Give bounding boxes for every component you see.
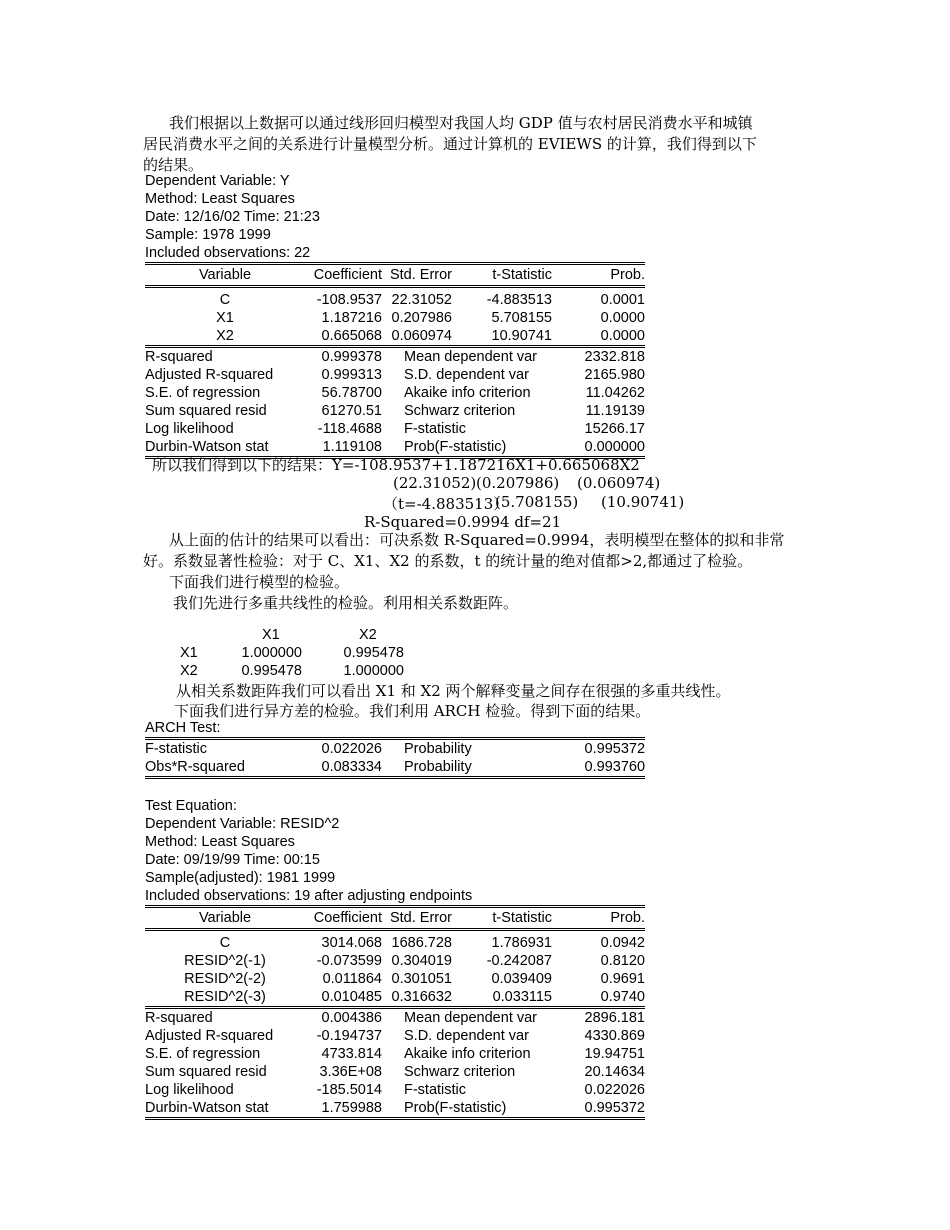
meta-line: Date: 12/16/02 Time: 21:23 <box>145 209 320 225</box>
cell: X2 <box>216 328 234 344</box>
stat-label: Durbin-Watson stat <box>145 1099 305 1119</box>
meta-line: Dependent Variable: RESID^2 <box>145 816 340 832</box>
table-header-row <box>180 626 404 644</box>
intro-line-2: 居民消费水平之间的关系进行计量模型分析。通过计算机的 EVIEWS 的计算，我们得到以下 <box>143 135 757 153</box>
cell: RESID^2(-3) <box>184 989 266 1005</box>
discussion-paragraph <box>143 530 808 614</box>
stat-value: 4733.814 <box>321 1046 382 1062</box>
regression-1-table <box>145 262 645 459</box>
equation-t-x2: (10.90741) <box>601 493 685 511</box>
header-prob: Prob. <box>552 907 645 930</box>
table-row <box>180 644 404 662</box>
cell: 1.000000 <box>241 645 302 661</box>
discussion-line-4: 我们先进行多重共线性的检验。利用相关系数距阵。 <box>173 594 519 612</box>
meta-line: Dependent Variable: Y <box>145 173 290 189</box>
stats-row <box>145 366 645 384</box>
header-std-error: Std. Error <box>382 907 452 930</box>
stat-value: -118.4688 <box>317 421 382 437</box>
stat-value: 0.995372 <box>552 1099 645 1119</box>
corr-header-x1: X1 <box>262 627 280 643</box>
stat-label: Obs*R-squared <box>145 758 305 778</box>
equation-se-x2: (0.060974) <box>577 474 661 492</box>
cell: 0.304019 <box>391 953 452 969</box>
stat-value: 11.04262 <box>585 385 645 401</box>
cell: RESID^2(-1) <box>184 953 266 969</box>
stat-label: Log likelihood <box>145 1082 234 1098</box>
equation-se-x1: (0.207986) <box>476 474 560 492</box>
stats-row <box>145 758 645 778</box>
cell: RESID^2(-2) <box>184 971 266 987</box>
regression-2-table <box>145 905 645 1120</box>
stat-label: F-statistic <box>404 421 467 437</box>
stat-label: R-squared <box>145 1008 305 1028</box>
stat-label: Durbin-Watson stat <box>145 438 305 458</box>
intro-line-1: 我们根据以上数据可以通过线形回归模型对我国人均 GDP 值与农村居民消费水平和城镇 <box>169 114 753 132</box>
stat-label: Schwarz criterion <box>404 1064 516 1080</box>
discussion-line-1: 从上面的估计的结果可以看出：可决系数 R-Squared=0.9994，表明模型在整体的拟和非常 <box>169 531 785 549</box>
stat-value: 0.083334 <box>305 758 382 778</box>
table-row <box>145 309 645 327</box>
meta-line: Sample: 1978 1999 <box>145 227 271 243</box>
stat-value: 15266.17 <box>584 421 645 437</box>
cell: 0.8120 <box>600 953 645 969</box>
stats-row <box>145 739 645 759</box>
table-row <box>145 934 645 952</box>
stat-value: 0.022026 <box>305 739 382 759</box>
stat-label: Probability <box>382 739 552 759</box>
stat-value: 56.78700 <box>321 385 382 401</box>
stat-label: Schwarz criterion <box>404 403 516 419</box>
cell: 0.301051 <box>391 971 452 987</box>
stat-value: 1.119108 <box>305 438 382 458</box>
intro-paragraph <box>143 113 808 176</box>
cell: 1.000000 <box>343 663 404 679</box>
equation-t-x1: (5.708155) <box>495 493 579 511</box>
stat-value: 1.759988 <box>305 1099 382 1119</box>
stats-row <box>145 1045 645 1063</box>
stat-label: S.D. dependent var <box>404 367 529 383</box>
equation-rsquared: R-Squared=0.9994 df=21 <box>364 513 562 531</box>
stat-value: 0.993760 <box>552 758 645 778</box>
stat-label: Probability <box>382 758 552 778</box>
header-coefficient: Coefficient <box>305 264 382 287</box>
meta-line: Sample(adjusted): 1981 1999 <box>145 870 336 886</box>
stat-value: 0.004386 <box>305 1008 382 1028</box>
corr-header-x2: X2 <box>359 627 377 643</box>
header-coefficient: Coefficient <box>305 907 382 930</box>
stats-row <box>145 347 645 367</box>
stat-label: Mean dependent var <box>382 1008 552 1028</box>
stat-label: Adjusted R-squared <box>145 367 274 383</box>
stat-label: S.E. of regression <box>145 385 261 401</box>
cell: 0.060974 <box>391 328 452 344</box>
header-std-error: Std. Error <box>382 264 452 287</box>
stat-label: Mean dependent var <box>382 347 552 367</box>
meta-line: Test Equation: <box>145 798 237 814</box>
header-t-statistic: t-Statistic <box>452 264 552 287</box>
cell: 0.0001 <box>600 292 645 308</box>
stat-label: S.D. dependent var <box>404 1028 529 1044</box>
correlation-matrix <box>180 626 404 680</box>
table-header-row <box>145 907 645 930</box>
equation-se-c: (22.31052) <box>393 474 477 492</box>
stat-value: 0.999378 <box>305 347 382 367</box>
stats-row <box>145 1081 645 1099</box>
arch-table <box>145 737 645 779</box>
cell: 0.011864 <box>322 971 382 987</box>
cell: 5.708155 <box>491 310 552 326</box>
cell: 0.0000 <box>600 310 645 326</box>
corr-row-label: X1 <box>180 645 198 661</box>
stat-label: Prob(F-statistic) <box>382 1099 552 1119</box>
stats-row <box>145 1008 645 1028</box>
cell: 1686.728 <box>391 935 452 951</box>
stats-row <box>145 402 645 420</box>
cell: -108.9537 <box>316 292 382 308</box>
intro-line-3: 的结果。 <box>143 156 204 174</box>
stat-value: 2896.181 <box>552 1008 645 1028</box>
meta-line: Method: Least Squares <box>145 834 295 850</box>
table-row <box>180 662 404 680</box>
cell: 1.187216 <box>321 310 382 326</box>
header-prob: Prob. <box>552 264 645 287</box>
stats-row <box>145 420 645 438</box>
stat-label: Akaike info criterion <box>404 1046 531 1062</box>
cell: 0.207986 <box>391 310 452 326</box>
cell: 0.995478 <box>241 663 302 679</box>
meta-line: Date: 09/19/99 Time: 00:15 <box>145 852 320 868</box>
meta-line: Method: Least Squares <box>145 191 295 207</box>
table-row <box>145 952 645 970</box>
cell: C <box>219 935 231 951</box>
stat-value: 0.999313 <box>321 367 382 383</box>
header-variable: Variable <box>145 264 305 287</box>
cell: 0.665068 <box>321 328 382 344</box>
stat-value: 0.022026 <box>584 1082 645 1098</box>
cell: 0.010485 <box>321 989 382 1005</box>
stats-row <box>145 384 645 402</box>
cell: 1.786931 <box>491 935 552 951</box>
table-row <box>145 988 645 1008</box>
stats-row <box>145 1063 645 1081</box>
cell: 0.0942 <box>600 935 645 951</box>
cell: 0.9740 <box>600 989 645 1005</box>
stat-value: -185.5014 <box>316 1082 382 1098</box>
stat-label: Adjusted R-squared <box>145 1028 274 1044</box>
stat-value: 20.14634 <box>584 1064 645 1080</box>
cell: C <box>219 292 231 308</box>
stat-label: Sum squared resid <box>145 1064 267 1080</box>
regression-2-meta <box>145 797 645 905</box>
header-t-statistic: t-Statistic <box>452 907 552 930</box>
cell: 0.995478 <box>343 645 404 661</box>
cell: -0.242087 <box>486 953 552 969</box>
cell: 0.9691 <box>600 971 645 987</box>
regression-output-1 <box>145 172 645 459</box>
stat-value: 4330.869 <box>584 1028 645 1044</box>
stat-value: 11.19139 <box>585 403 645 419</box>
header-variable: Variable <box>145 907 305 930</box>
table-row <box>145 970 645 988</box>
meta-line: Included observations: 19 after adjusting endpoints <box>145 888 473 904</box>
stat-label: F-statistic <box>145 739 305 759</box>
cell: 0.316632 <box>391 989 452 1005</box>
discussion-line-2: 好。系数显著性检验：对于 C、X1、X2 的系数，t 的统计量的绝对值都>2,都通过了检验。 <box>143 552 753 570</box>
cell: 3014.068 <box>321 935 382 951</box>
stat-value: 0.000000 <box>552 438 645 458</box>
stat-value: 3.36E+08 <box>319 1064 382 1080</box>
stat-label: R-squared <box>145 347 305 367</box>
cell: -4.883513 <box>486 292 552 308</box>
stat-label: Akaike info criterion <box>404 385 531 401</box>
arch-title: ARCH Test: <box>145 720 221 736</box>
arch-test <box>145 719 645 779</box>
regression-output-2 <box>145 797 645 1120</box>
cell: X1 <box>216 310 234 326</box>
equation-t-c: （t=-4.883513） <box>383 495 509 513</box>
corr-row-label: X2 <box>180 663 198 679</box>
stat-label: Prob(F-statistic) <box>382 438 552 458</box>
equation-line: 所以我们得到以下的结果：Y=-108.9537+1.187216X1+0.665068X2 <box>152 456 640 474</box>
cell: 22.31052 <box>391 292 452 308</box>
stat-value: 61270.51 <box>321 403 382 419</box>
table-row <box>145 327 645 347</box>
meta-line: Included observations: 22 <box>145 245 311 261</box>
cell: 0.033115 <box>492 989 552 1005</box>
stat-label: Sum squared resid <box>145 403 267 419</box>
discussion2-line-2: 下面我们进行异方差的检验。我们利用 ARCH 检验。得到下面的结果。 <box>174 702 651 720</box>
table-row <box>145 291 645 309</box>
stats-row <box>145 1099 645 1119</box>
stat-value: 0.995372 <box>552 739 645 759</box>
cell: 0.039409 <box>491 971 552 987</box>
discussion2-line-1: 从相关系数距阵我们可以看出 X1 和 X2 两个解释变量之间存在很强的多重共线性。 <box>176 682 731 700</box>
cell: -0.073599 <box>316 953 382 969</box>
stats-row <box>145 1027 645 1045</box>
stat-value: 2332.818 <box>552 347 645 367</box>
stat-value: 2165.980 <box>584 367 645 383</box>
stat-value: -0.194737 <box>316 1028 382 1044</box>
cell: 10.90741 <box>491 328 552 344</box>
stat-label: S.E. of regression <box>145 1046 261 1062</box>
discussion-line-3: 下面我们进行模型的检验。 <box>169 573 350 591</box>
stat-value: 19.94751 <box>584 1046 645 1062</box>
cell: 0.0000 <box>600 328 645 344</box>
stat-label: F-statistic <box>404 1082 467 1098</box>
table-header-row <box>145 264 645 287</box>
stat-label: Log likelihood <box>145 421 234 437</box>
regression-1-meta <box>145 172 645 262</box>
